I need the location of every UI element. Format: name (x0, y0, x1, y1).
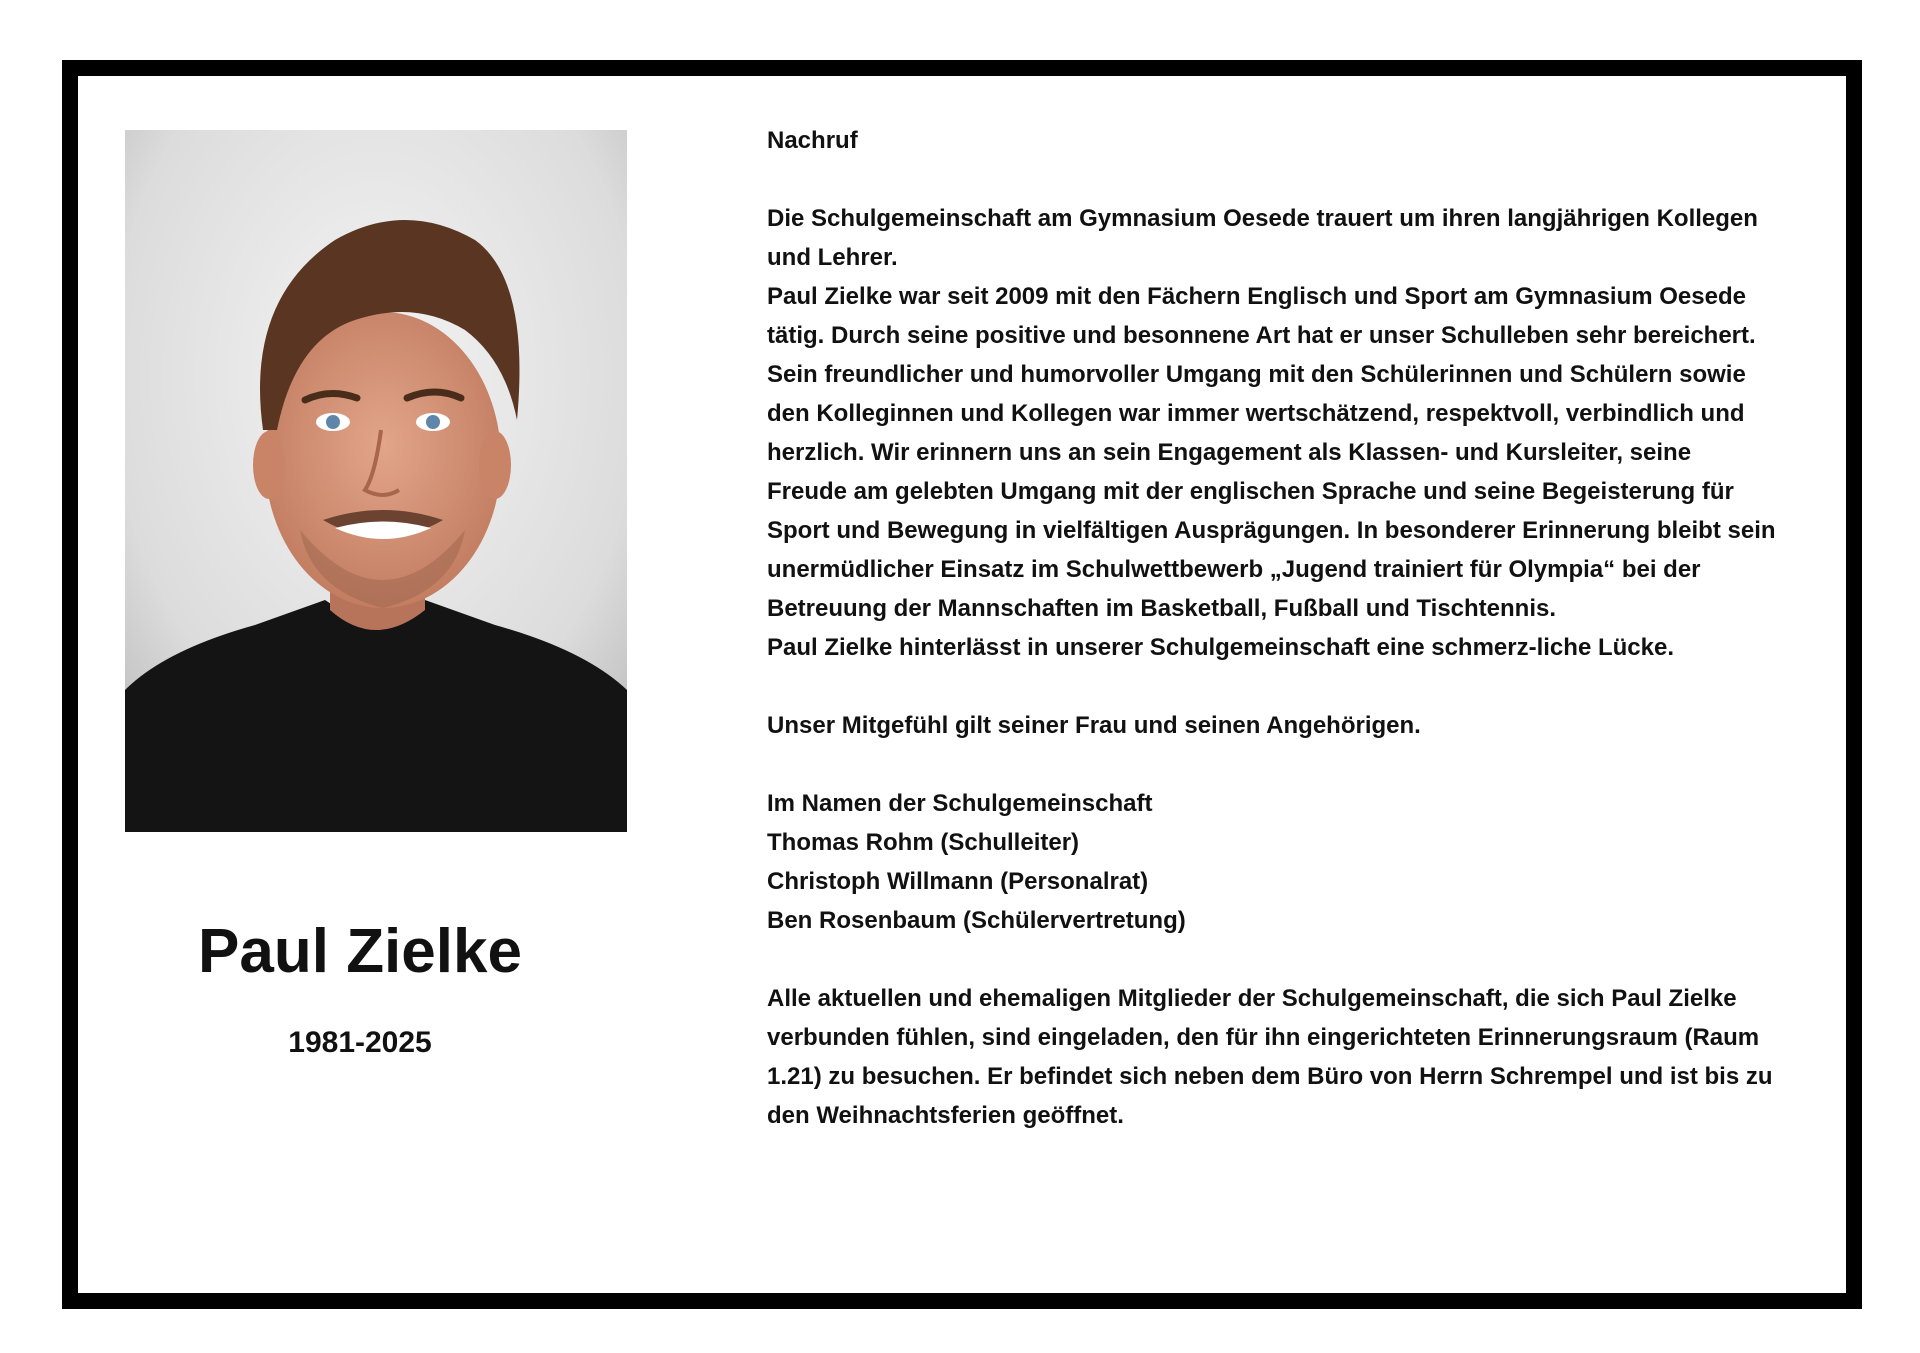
obituary-text (767, 121, 1777, 1135)
obituary-paragraph: Paul Zielke hinterlässt in unserer Schulgemeinschaft eine schmerz-liche Lücke. (767, 634, 1674, 661)
spacer (767, 160, 1777, 199)
obituary-paragraph: Die Schulgemeinschaft am Gymnasium Oesede trauert um ihren langjährigen Kollegen und Lehrer. (767, 205, 1758, 271)
signatory: Thomas Rohm (Schulleiter) (767, 829, 1080, 856)
spacer (767, 667, 1777, 706)
deceased-name: Paul Zielke (198, 917, 522, 986)
signature-intro: Im Namen der Schulgemeinschaft (767, 790, 1153, 817)
portrait-photo (125, 130, 627, 832)
spacer (767, 940, 1777, 979)
spacer (767, 745, 1777, 784)
obituary-heading: Nachruf (767, 127, 858, 154)
condolence-text: Unser Mitgefühl gilt seiner Frau und seinen Angehörigen. (767, 712, 1421, 739)
signatory: Christoph Willmann (Personalrat) (767, 868, 1149, 895)
life-years: 1981-2025 (288, 1026, 432, 1059)
portrait-illustration (125, 130, 627, 832)
closing-paragraph: Alle aktuellen und ehemaligen Mitglieder der Schulgemeinschaft, die sich Paul Zielke verbunden fühlen, sind eingeladen, den für ihn eingerichteten Erinnerungsraum (Raum 1.21) zu besuchen. Er befindet sich neben dem Büro von Herrn Schrempel und ist bis zu den Weihnachtsferien geöffnet. (767, 985, 1773, 1129)
signatory: Ben Rosenbaum (Schülervertretung) (767, 907, 1186, 934)
obituary-paragraph: Paul Zielke war seit 2009 mit den Fächern Englisch und Sport am Gymnasium Oesede tätig. Durch seine positive und besonnene Art hat er unser Schulleben sehr bereichert. Sein freundlicher und humorvoller Umgang mit den Schülerinnen und Schülern sowie den Kolleginnen und Kollegen war immer wertschätzend, respektvoll, verbindlich und herzlich. Wir erinnern uns an sein Engagement als Klassen- und Kursleiter, seine Freude am gelebten Umgang mit der englischen Sprache und seine Begeisterung für Sport und Bewegung in vielfältigen Ausprägungen. In besonderer Erinnerung bleibt sein unermüdlicher Einsatz im Schulwettbewerb „Jugend trainiert für Olympia“ bei der Betreuung der Mannschaften im Basketball, Fußball und Tischtennis. (767, 283, 1776, 622)
